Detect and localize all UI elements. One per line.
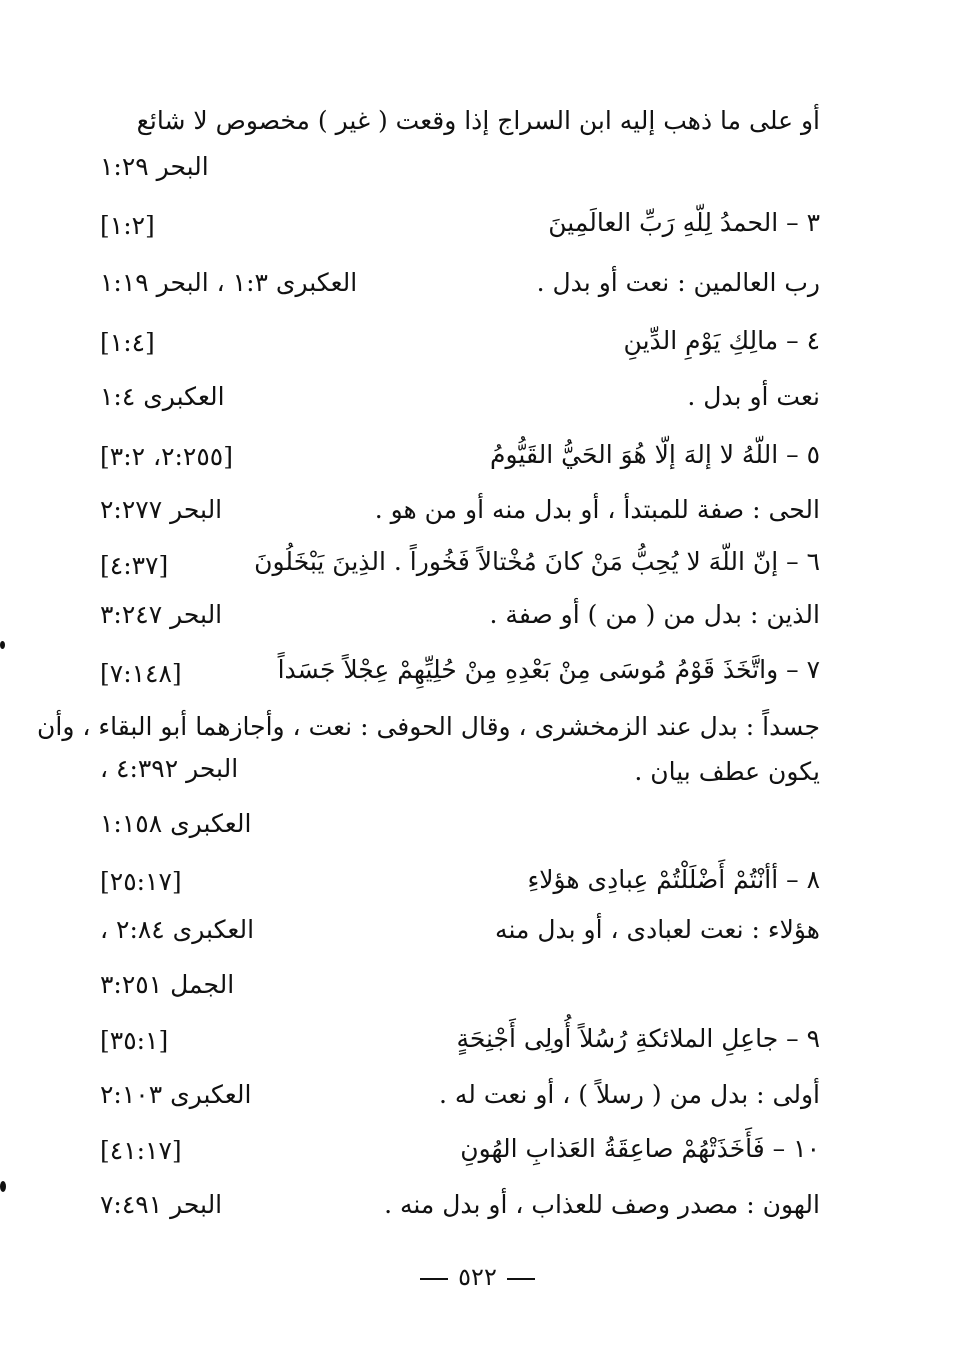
source-citation: البحر ٢:٢٧٧ <box>100 495 223 524</box>
verse-10: ١٠ – فَأَخَذَتْهُمْ صاعِقَةُ العَذابِ الهُونِ <box>460 1134 820 1163</box>
text-line-1: أو على ما ذهب إليه ابن السراج إذا وقعت ( غير ) مخصوص لا شائع <box>136 106 820 135</box>
commentary-line: الذين : بدل من ( من ) أو صفة . <box>489 600 820 629</box>
commentary-line: هؤلاء : نعت لعبادى ، أو بدل منه <box>495 915 820 944</box>
scan-mark <box>0 1181 6 1192</box>
verse-5: ٥ – اللّهُ لا إلهَ إلّا هُوَ الحَيُّ القَيُّومُ <box>490 440 820 469</box>
source-citation: البحر ٤:٣٩٢ ، <box>100 754 239 783</box>
page-number-value: ٥٢٢ <box>458 1263 497 1291</box>
verse-9: ٩ – جاعِلِ الملائكةِ رُسُلاً أُولِى أَجْنِحَةٍ <box>456 1024 820 1053</box>
verse-reference: [٤:٣٧] <box>100 551 169 580</box>
source-citation: العكبرى ١:٤ <box>100 382 225 411</box>
verse-6: ٦ – إنّ اللّهَ لا يُحِبُّ مَنْ كانَ مُخْتالاً فَخُوراً . الذِينَ يَبْخَلُونَ <box>254 547 820 576</box>
commentary-line: أولى : بدل من ( رسلاً ) ، أو نعت له . <box>438 1080 820 1109</box>
verse-reference: [٧:١٤٨] <box>100 659 182 688</box>
source-citation: البحر ٧:٤٩١ <box>100 1190 223 1219</box>
scan-mark <box>0 641 5 649</box>
verse-8: ٨ – أأنْتُمْ أَضْلَلْتُمْ عِبادِى هؤلاءِ <box>527 865 820 894</box>
commentary-line: نعت أو بدل . <box>687 382 820 411</box>
verse-7: ٧ – واتَّخَذَ قَوْمُ مُوسَى مِنْ بَعْدِهِ مِنْ حُلِيِّهِمْ عِجْلاً جَسَداً <box>277 655 820 684</box>
verse-reference: [٢:٢٥٥، ٣:٢] <box>100 442 233 471</box>
verse-reference: [٢٥:١٧] <box>100 867 182 896</box>
verse-reference: [١:٢] <box>100 211 155 240</box>
source-citation: البحر ١:٢٩ <box>100 152 209 181</box>
source-citation: العكبرى ١:١٥٨ <box>100 809 252 838</box>
source-citation: العكبرى ١:٣ ، البحر ١:١٩ <box>100 268 358 297</box>
verse-3: ٣ – الحمدُ لِلّهِ رَبِّ العالَمِينَ <box>548 208 820 237</box>
source-citation: البحر ٣:٢٤٧ <box>100 600 223 629</box>
source-citation: العكبرى ٢:١٠٣ <box>100 1080 252 1109</box>
source-citation: الجمل ٣:٢٥١ <box>100 970 235 999</box>
verse-reference: [١:٤] <box>100 328 155 357</box>
verse-reference: [٤١:١٧] <box>100 1136 182 1165</box>
verse-4: ٤ – مالِكِ يَوْمِ الدِّينِ <box>623 326 820 355</box>
source-citation: العكبرى ٢:٨٤ ، <box>100 915 255 944</box>
commentary-line: يكون عطف بيان . <box>634 757 820 786</box>
commentary-line: جسداً : بدل عند الزمخشرى ، وقال الحوفى : نعت ، وأجازهما أبو البقاء ، وأن <box>37 712 820 741</box>
commentary-line: الهون : مصدر وصف للعذاب ، أو بدل منه . <box>384 1190 820 1219</box>
verse-reference: [٣٥:١] <box>100 1026 169 1055</box>
commentary-line: الحى : صفة للمبتدأ ، أو بدل منه أو من هو . <box>374 495 820 524</box>
commentary-line: رب العالمين : نعت أو بدل . <box>536 268 820 297</box>
page-number <box>0 1262 955 1292</box>
page-number-dash <box>507 1278 535 1280</box>
page-number-dash <box>420 1278 448 1280</box>
